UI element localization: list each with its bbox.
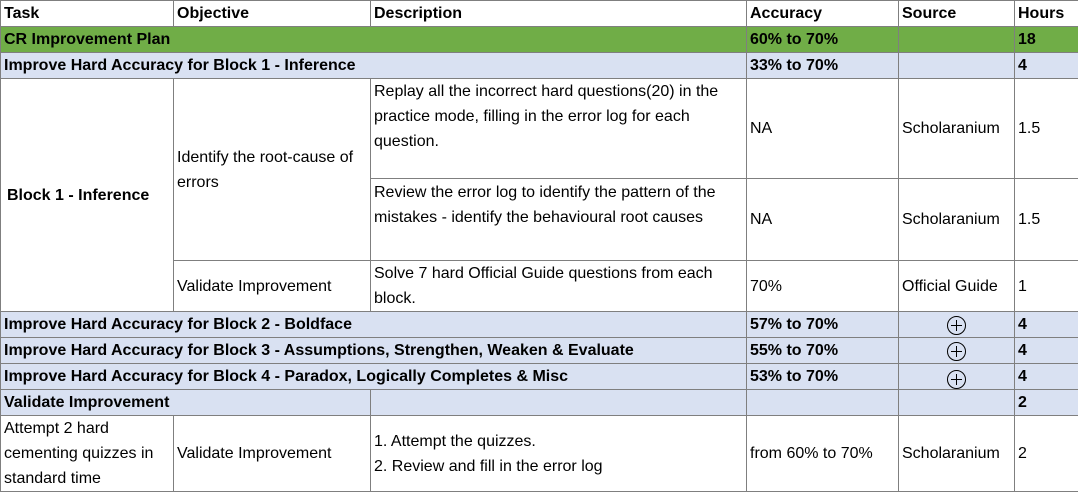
validate-detail-description — [371, 416, 747, 492]
validate-detail-hours: 2 — [1015, 416, 1078, 492]
block4-row — [1, 364, 1078, 390]
plan-accuracy: 60% to 70% — [747, 27, 899, 53]
block1-objective-validate: Validate Improvement — [174, 261, 371, 312]
block3-task: Improve Hard Accuracy for Block 3 - Assumptions, Strengthen, Weaken & Evaluate — [1, 338, 747, 364]
block1-src-2: Scholaranium — [899, 179, 1015, 261]
block1-desc-2: Review the error log to identify the pattern of the mistakes - identify the behavioural root causes — [371, 179, 747, 261]
block1-detail-row-1 — [1, 79, 1078, 179]
block2-source — [899, 312, 1015, 338]
block4-accuracy: 53% to 70% — [747, 364, 899, 390]
validate-detail-accuracy: from 60% to 70% — [747, 416, 899, 492]
block1-task: Improve Hard Accuracy for Block 1 - Inference — [1, 53, 747, 79]
block1-hours-3: 1 — [1015, 261, 1078, 312]
plus-circle-icon[interactable] — [947, 342, 966, 361]
plus-circle-icon[interactable] — [947, 316, 966, 335]
header-task: Task — [1, 1, 174, 27]
validate-task: Validate Improvement — [1, 390, 371, 416]
block4-source — [899, 364, 1015, 390]
block1-hours-1: 1.5 — [1015, 79, 1078, 179]
block1-desc-1: Replay all the incorrect hard questions(20) in the practice mode, filling in the error log for each question. — [371, 79, 747, 179]
header-accuracy: Accuracy — [747, 1, 899, 27]
header-hours: Hours — [1015, 1, 1078, 27]
block3-row — [1, 338, 1078, 364]
block1-src-3: Official Guide — [899, 261, 1015, 312]
block1-hours-2: 1.5 — [1015, 179, 1078, 261]
validate-desc-empty — [371, 390, 747, 416]
block1-acc-1: NA — [747, 79, 899, 179]
block3-source — [899, 338, 1015, 364]
validate-accuracy-empty — [747, 390, 899, 416]
block2-accuracy: 57% to 70% — [747, 312, 899, 338]
validate-detail-task: Attempt 2 hard cementing quizzes in standard time — [1, 416, 174, 492]
validate-hours: 2 — [1015, 390, 1078, 416]
validate-source-empty — [899, 390, 1015, 416]
validate-desc-line-1: 1. Attempt the quizzes. — [374, 429, 743, 454]
block1-objective-root: Identify the root-cause of errors — [174, 79, 371, 261]
block1-hours: 4 — [1015, 53, 1078, 79]
plan-task: CR Improvement Plan — [1, 27, 747, 53]
validate-detail-row — [1, 416, 1078, 492]
block1-acc-3: 70% — [747, 261, 899, 312]
block3-accuracy: 55% to 70% — [747, 338, 899, 364]
block1-group-label: Block 1 - Inference — [1, 79, 174, 312]
header-description: Description — [371, 1, 747, 27]
header-objective: Objective — [174, 1, 371, 27]
plus-circle-icon[interactable] — [947, 370, 966, 389]
plan-hours: 18 — [1015, 27, 1078, 53]
block1-accuracy: 33% to 70% — [747, 53, 899, 79]
block4-task: Improve Hard Accuracy for Block 4 - Paradox, Logically Completes & Misc — [1, 364, 747, 390]
block1-row — [1, 53, 1078, 79]
block1-desc-3: Solve 7 hard Official Guide questions from each block. — [371, 261, 747, 312]
block3-hours: 4 — [1015, 338, 1078, 364]
block1-src-1: Scholaranium — [899, 79, 1015, 179]
block2-task: Improve Hard Accuracy for Block 2 - Boldface — [1, 312, 747, 338]
header-source: Source — [899, 1, 1015, 27]
block1-source — [899, 53, 1015, 79]
block4-hours: 4 — [1015, 364, 1078, 390]
plan-row — [1, 27, 1078, 53]
validate-row — [1, 390, 1078, 416]
validate-desc-line-2: 2. Review and fill in the error log — [374, 454, 743, 479]
validate-detail-objective: Validate Improvement — [174, 416, 371, 492]
plan-source — [899, 27, 1015, 53]
header-row — [1, 1, 1078, 27]
block2-hours: 4 — [1015, 312, 1078, 338]
validate-detail-source: Scholaranium — [899, 416, 1015, 492]
block2-row — [1, 312, 1078, 338]
block1-acc-2: NA — [747, 179, 899, 261]
